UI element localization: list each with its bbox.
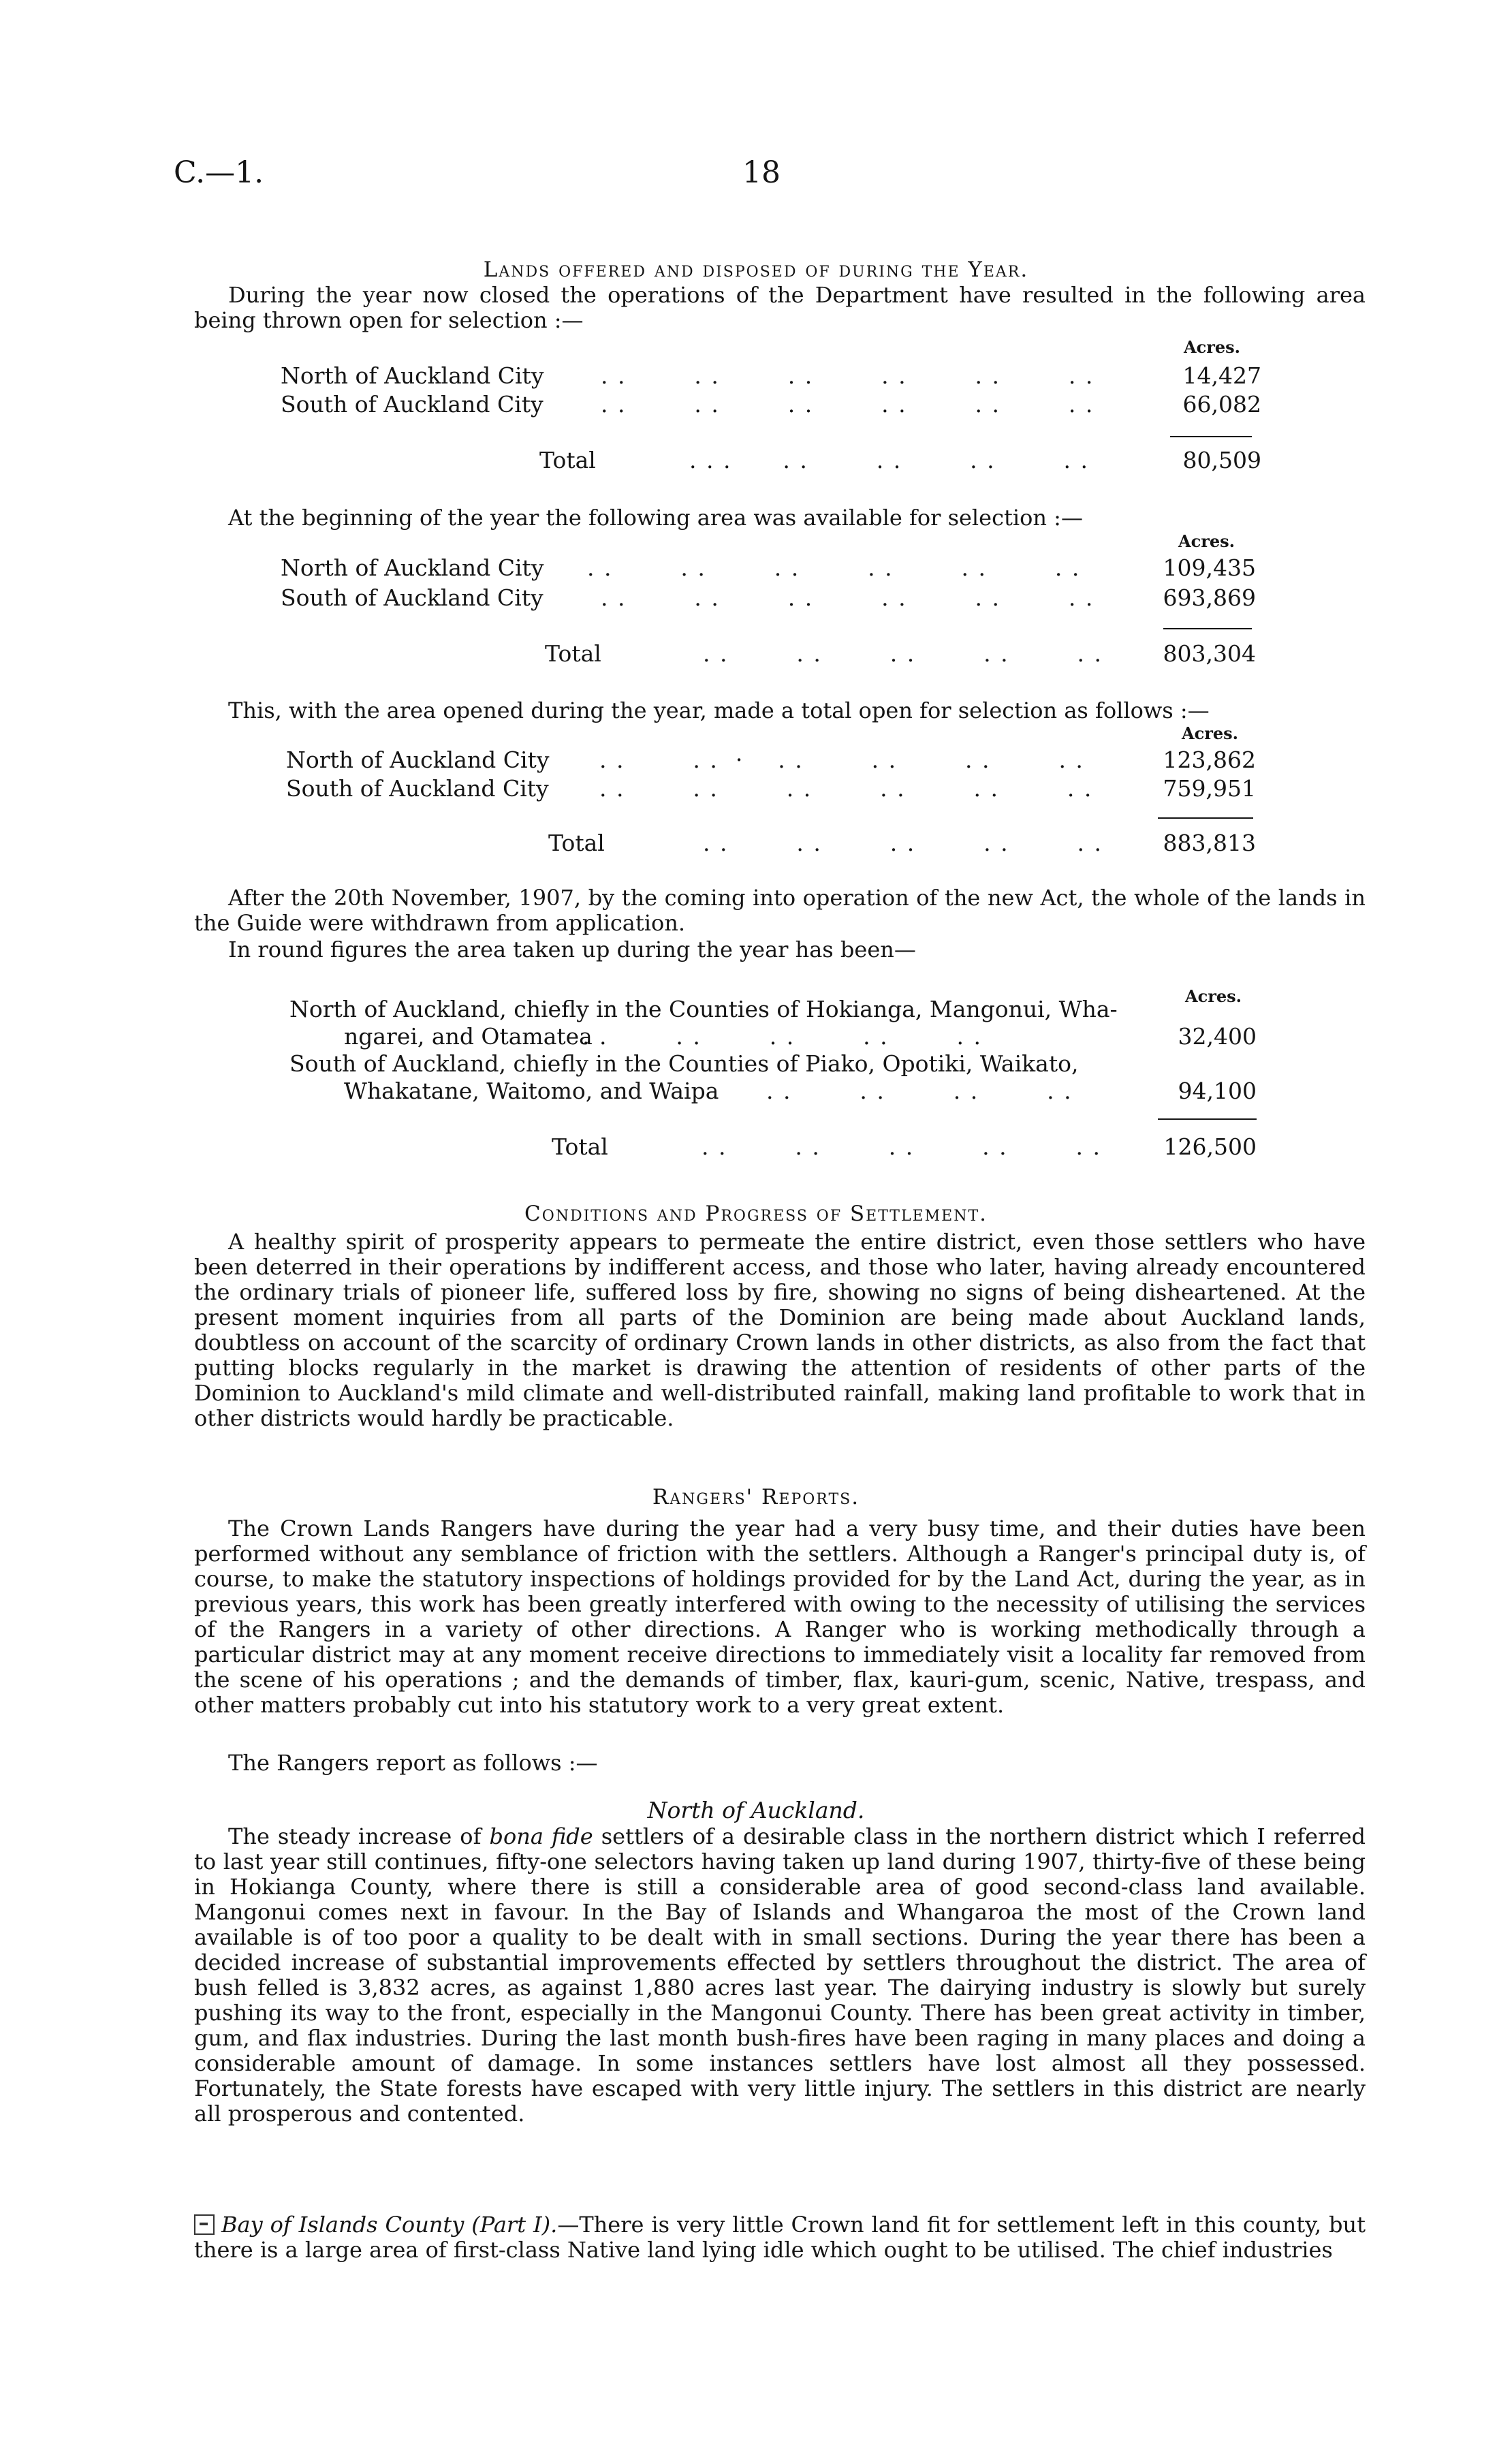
sum-rule xyxy=(1158,1118,1257,1120)
row-label: South of Auckland, chiefly in the Counties of Piako, Opotiki, Waikato, xyxy=(289,1050,1079,1077)
row-value: 759,951 xyxy=(1163,775,1256,802)
row-label: North of Auckland, chiefly in the Counties of Hokianga, Mangonui, Wha- xyxy=(289,996,1118,1022)
row-label: ngarei, and Otamatea xyxy=(344,1023,593,1050)
leader-dots: . . . . . . . . . . . . xyxy=(599,775,1093,802)
bay-of-islands-text: —There is very little Crown land fit for settlement left in this county, but there is a large area of first-class Native land lying idle which ought to be utilised. The chief industries xyxy=(194,2212,1366,2263)
rangers-follows-text: The Rangers report as follows :— xyxy=(228,1750,598,1776)
total-row xyxy=(281,640,1261,668)
row-label: North of Auckland City xyxy=(281,362,544,389)
row-value: 14,427 xyxy=(1182,362,1261,389)
acres-units-label: Acres. xyxy=(1184,337,1241,357)
leader-dots: . . . . . . . . . . . . xyxy=(601,391,1094,418)
open-intro xyxy=(194,698,1366,723)
rangers-follows xyxy=(194,1751,1366,1776)
leader-dots: . . . . . . . . xyxy=(766,1078,1073,1104)
leader-dots: . . . . . . . . . . . . xyxy=(601,362,1094,389)
lands-offered-intro xyxy=(194,283,1366,333)
table-row xyxy=(281,554,1261,582)
row-label: South of Auckland City xyxy=(286,775,549,802)
sum-rule xyxy=(1170,436,1252,437)
open-intro-text: This, with the area opened during the year, made a total open for selection as follows :— xyxy=(228,697,1210,723)
leader-dots: . . . . . . . . . . xyxy=(702,1133,1102,1160)
printer-mark-icon xyxy=(194,2214,215,2235)
sum-rule xyxy=(1163,628,1252,629)
total-row xyxy=(286,830,1267,857)
total-label: Total xyxy=(539,447,596,473)
bay-of-islands-title: Bay of Islands County (Part I). xyxy=(221,2212,558,2238)
row-label: South of Auckland City xyxy=(281,584,544,611)
row-label: Whakatane, Waitomo, and Waipa xyxy=(344,1078,719,1104)
total-value: 126,500 xyxy=(1163,1133,1257,1160)
leader-dots: . . . . · . . . . . . . . xyxy=(599,747,1084,773)
round-figures-intro-text: In round figures the area taken up during the year has been— xyxy=(228,937,916,962)
after-november-text: After the 20th November, 1907, by the coming into operation of the new Act, the whole of the lands in the Guide were withdrawn from application. xyxy=(194,885,1366,936)
total-label: Total xyxy=(552,1133,608,1160)
north-auckland-paragraph xyxy=(194,1824,1366,2127)
total-row xyxy=(281,447,1261,474)
total-value: 80,509 xyxy=(1182,447,1261,473)
available-intro-text: At the beginning of the year the following area was available for selection :— xyxy=(228,505,1083,531)
row-value: 94,100 xyxy=(1178,1078,1257,1104)
section-heading-lands-offered: Lands offered and disposed of during the Year. xyxy=(483,257,1029,282)
conditions-paragraph xyxy=(194,1229,1366,1431)
row-value: 32,400 xyxy=(1178,1023,1257,1050)
section-heading-north-auckland: North of Auckland. xyxy=(647,1797,865,1823)
acres-units-label: Acres. xyxy=(1182,723,1239,743)
leader-dots: . . . . . . . . . . xyxy=(703,640,1103,667)
row-label: North of Auckland City xyxy=(281,554,544,581)
row-label: North of Auckland City xyxy=(286,747,550,773)
bay-of-islands-paragraph xyxy=(194,2212,1366,2263)
leader-dots: . . . . . . . . . . xyxy=(703,830,1103,856)
page-number: 18 xyxy=(742,155,781,190)
lands-offered-intro-text: During the year now closed the operations of the Department have resulted in the following area being thrown open for selection :— xyxy=(194,282,1366,333)
total-row xyxy=(289,1133,1270,1161)
table-row xyxy=(281,584,1261,612)
row-value: 109,435 xyxy=(1163,554,1256,581)
total-label: Total xyxy=(545,640,601,667)
table-row xyxy=(289,996,1270,1023)
table-row xyxy=(344,1078,1270,1105)
leader-dots: . . . . . . . . . . . . xyxy=(587,554,1081,581)
sum-rule xyxy=(1158,817,1253,819)
north-auckland-text-b: settlers of a desirable class in the northern district which I referred to last year still continues, fifty-one selectors having taken up land during 1907, thirty-five of these being in Hokianga County, where there is still a considerable area of good second-class land available. Mangonui comes next in favour. In the Bay of Islands and Whangaroa the most of the Crown land available is of too poor a quality to be dealt with in small sections. During the year there has been a decided increase of substantial improvements effected by settlers throughout the district. The area of bush felled is 3,832 acres, as against 1,880 acres last year. The dairying industry is slowly but surely pushing its way to the front, especially in the Mangonui County. There has been great activity in timber, gum, and flax industries. During the last month bush-fires have been raging in many places and doing a considerable amount of damage. In some instances settlers have lost almost all they possessed. Fortunately, the State forests have escaped with very little injury. The settlers in this district are nearly all prosperous and contented. xyxy=(194,1823,1366,2127)
leader-dots: . . . . . . . . . . . xyxy=(689,447,1090,473)
north-auckland-text-italic: bona fide xyxy=(489,1823,593,1849)
table-row xyxy=(344,1023,1270,1050)
acres-units-label: Acres. xyxy=(1178,531,1235,551)
north-auckland-text-a: The steady increase of xyxy=(228,1823,490,1849)
conditions-text: A healthy spirit of prosperity appears to permeate the entire district, even those settlers who have been deterred in their operations by indifferent access, and those who later, having already encountered the ordinary trials of pioneer life, suffered loss by fire, showing no signs of being disheartened. At the present moment inquiries from all parts of the Dominion are being made about Auckland lands, doubtless on account of the scarcity of ordinary Crown lands in other districts, as also from the fact that putting blocks regularly in the market is drawing the attention of residents of other parts of the Dominion to Auckland's mild climate and well-distributed rainfall, making land profitable to work that in other districts would hardly be practicable. xyxy=(194,1229,1366,1431)
rangers-paragraph xyxy=(194,1516,1366,1718)
total-label: Total xyxy=(548,830,605,856)
row-value: 66,082 xyxy=(1182,391,1261,418)
section-heading-conditions: Conditions and Progress of Settlement. xyxy=(524,1202,988,1226)
table-row xyxy=(289,1050,1270,1078)
leader-dots: . . . . . . . . . . xyxy=(582,1023,983,1050)
after-november-paragraph xyxy=(194,885,1366,936)
section-heading-rangers-reports: Rangers' Reports. xyxy=(652,1485,860,1509)
document-code: C.—1. xyxy=(174,155,264,190)
table-row xyxy=(281,391,1261,418)
table-row xyxy=(286,747,1267,774)
row-value: 693,869 xyxy=(1163,584,1256,611)
row-value: 123,862 xyxy=(1163,747,1256,773)
table-row xyxy=(281,362,1261,390)
acres-units-label: Acres. xyxy=(1185,986,1242,1006)
round-figures-intro xyxy=(194,937,1366,962)
table-row xyxy=(286,775,1267,802)
row-label: South of Auckland City xyxy=(281,391,544,418)
total-value: 883,813 xyxy=(1163,830,1256,856)
total-value: 803,304 xyxy=(1163,640,1256,667)
available-intro xyxy=(194,505,1366,531)
leader-dots: . . . . . . . . . . . . xyxy=(601,584,1094,611)
rangers-text: The Crown Lands Rangers have during the year had a very busy time, and their duties have been performed without any semblance of friction with the settlers. Although a Ranger's principal duty is, of course, to make the statutory inspections of holdings provided for by the Land Act, during the year, as in previous years, this work has been greatly interfered with owing to the necessity of utilising the services of the Rangers in a variety of other directions. A Ranger who is working methodically through a particular district may at any moment receive directions to immediately visit a locality far removed from the scene of his operations ; and the demands of timber, flax, kauri-gum, scenic, Native, trespass, and other matters probably cut into his statutory work to a very great extent. xyxy=(194,1516,1366,1718)
